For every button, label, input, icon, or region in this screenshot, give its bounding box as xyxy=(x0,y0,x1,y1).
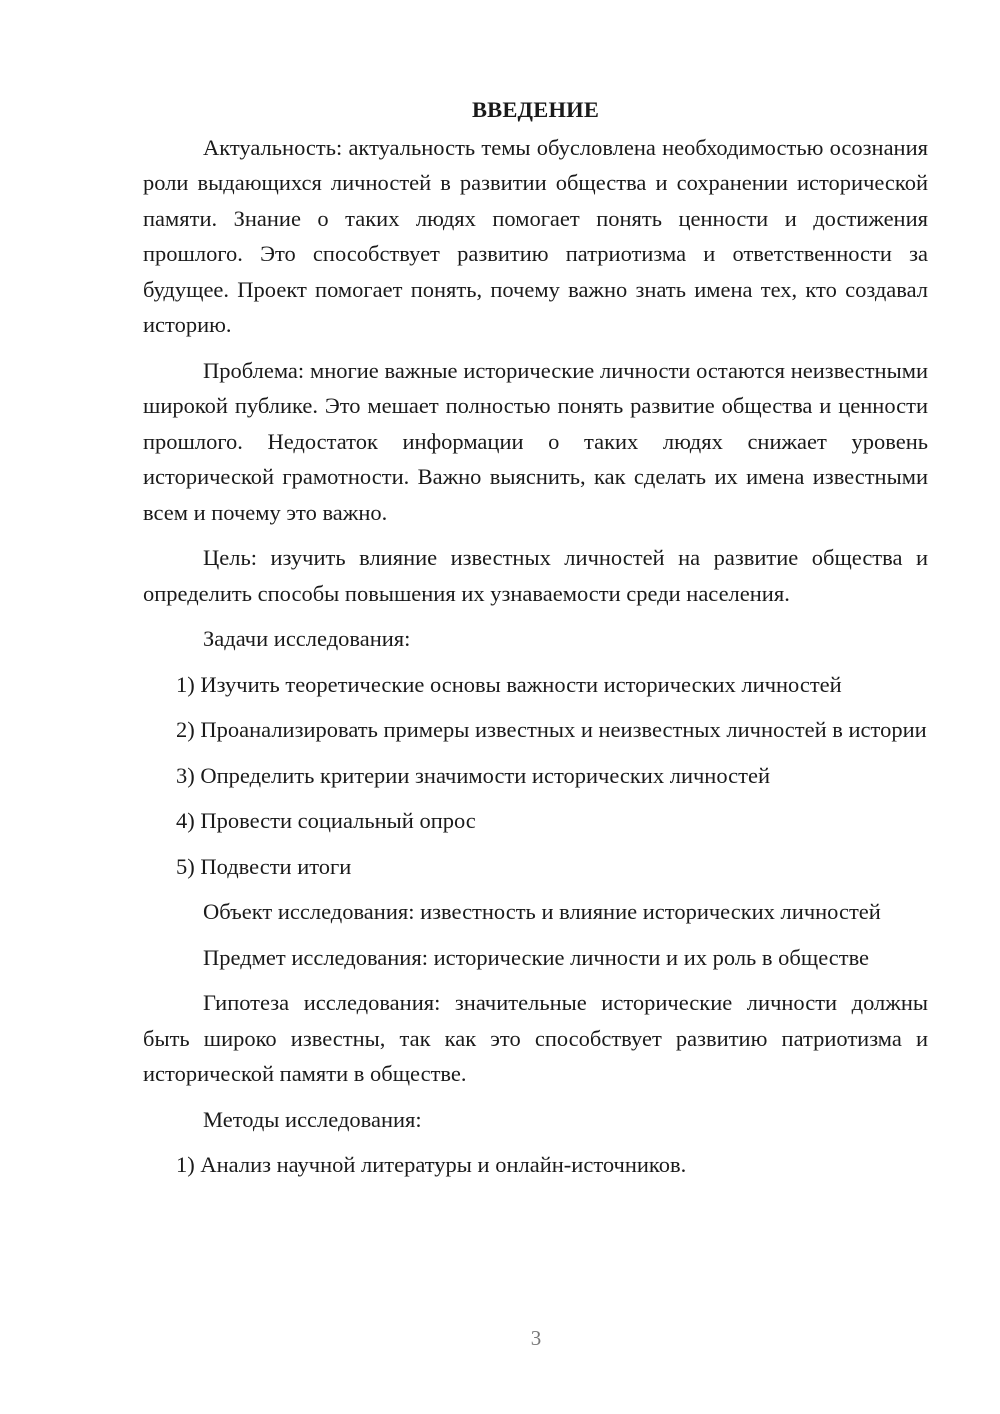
page-number: 3 xyxy=(530,1326,542,1350)
research-subject-paragraph: Предмет исследования: исторические личности и их роль в обществе xyxy=(203,944,870,970)
tasks-heading: Задачи исследования: xyxy=(203,626,411,651)
task-item-1: 1) Изучить теоретические основы важности исторических личностей xyxy=(176,671,842,697)
task-item-4: 4) Провести социальный опрос xyxy=(176,808,476,833)
relevance-paragraph: Актуальность: актуальность темы обусловлена необходимостью осознания роли выдающихся личностей в развитии общества и сохранении исторической памяти. Знание о таких людях помогает понять ценности и достижения прошлого. Это способствует развитию патриотизма и ответственности за будущее. Проект помогает понять, почему важно знать имена тех, кто создавал историю. xyxy=(143,134,928,337)
page-title: ВВЕДЕНИЕ xyxy=(471,97,600,122)
task-item-2: 2) Проанализировать примеры известных и неизвестных личностей в истории xyxy=(176,717,927,742)
task-item-5: 5) Подвести итоги xyxy=(176,853,352,879)
task-item-3: 3) Определить критерии значимости исторических личностей xyxy=(176,762,771,788)
page-content xyxy=(143,92,928,1193)
method-item-1: 1) Анализ научной литературы и онлайн-источников. xyxy=(176,1152,687,1177)
goal-paragraph: Цель: изучить влияние известных личностей на развитие общества и определить способы повышения их узнаваемости среди населения. xyxy=(143,545,928,606)
hypothesis-paragraph: Гипотеза исследования: значительные исторические личности должны быть широко известны, так как это способствует развитию патриотизма и исторической памяти в обществе. xyxy=(143,990,928,1086)
problem-paragraph: Проблема: многие важные исторические личности остаются неизвестными широкой публике. Это мешает полностью понять развитие общества и ценности прошлого. Недостаток информации о таких людях снижает уровень исторической грамотности. Важно выяснить, как сделать их имена известными всем и почему это важно. xyxy=(143,357,928,525)
methods-heading: Методы исследования: xyxy=(203,1106,422,1132)
research-object-paragraph: Объект исследования: известность и влияние исторических личностей xyxy=(203,899,881,924)
